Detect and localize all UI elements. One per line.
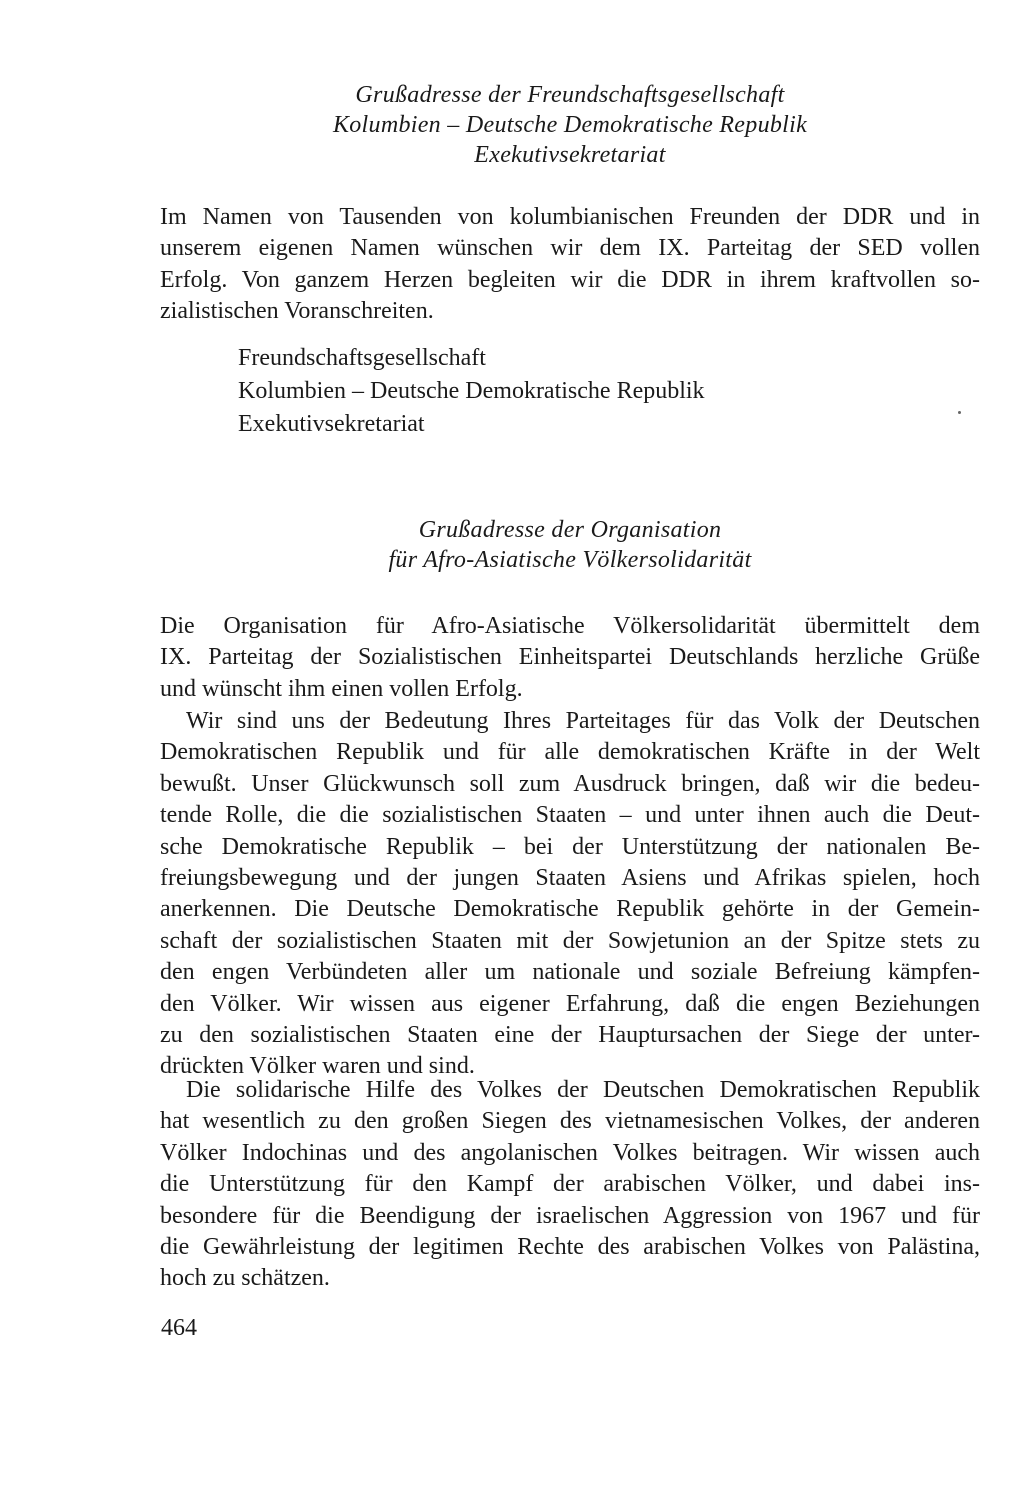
paragraph-colombia-greeting bbox=[160, 202, 980, 328]
signature-block bbox=[238, 342, 705, 441]
signature-line: Exekutivsekretariat bbox=[238, 411, 425, 437]
heading-line: Grußadresse der Organisation bbox=[418, 517, 722, 543]
paragraph-afro-asian-intro bbox=[160, 611, 980, 705]
greeting-heading-colombia bbox=[150, 80, 990, 170]
heading-line: Grußadresse der Freundschaftsgesellschaft bbox=[355, 82, 785, 108]
text-line: den engen Verbündeten aller um nationale und soziale Befreiung kämpfen- bbox=[160, 959, 980, 986]
text-line: drückten Völker waren und sind. bbox=[160, 1053, 475, 1080]
heading-line: für Afro-Asiatische Völkersolidarität bbox=[388, 547, 752, 573]
text-line: IX. Parteitag der Sozialistischen Einheitspartei Deutschlands herzliche Grüße bbox=[160, 644, 980, 671]
paragraph-afro-asian-solidarity bbox=[160, 1075, 980, 1295]
text-line: tende Rolle, die die sozialistischen Staaten – und unter ihnen auch die Deut- bbox=[160, 802, 980, 829]
text-line: sche Demokratische Republik – bei der Unterstützung der nationalen Be- bbox=[160, 833, 980, 860]
text-line: Die Organisation für Afro-Asiatische Völkersolidarität übermittelt dem bbox=[160, 613, 980, 639]
text-line: anerkennen. Die Deutsche Demokratische Republik gehörte in der Gemein- bbox=[160, 896, 980, 923]
paragraph-afro-asian-significance bbox=[160, 706, 980, 1083]
text-line: Völker Indochinas und des angolanischen Volkes beitragen. Wir wissen auch bbox=[160, 1139, 980, 1166]
text-line: hoch zu schätzen. bbox=[160, 1265, 330, 1292]
text-line: Wir sind uns der Bedeutung Ihres Parteitages für das Volk der Deutschen bbox=[186, 708, 980, 734]
text-line: freiungsbewegung und der jungen Staaten Asiens und Afrikas spielen, hoch bbox=[160, 865, 980, 892]
print-speck bbox=[958, 411, 961, 414]
page-number: 464 bbox=[161, 1315, 197, 1341]
text-line: schaft der sozialistischen Staaten mit der Sowjetunion an der Spitze stets zu bbox=[160, 927, 980, 954]
text-line: Demokratischen Republik und für alle demokratischen Kräfte in der Welt bbox=[160, 739, 980, 766]
text-line: die Gewährleistung der legitimen Rechte des arabischen Volkes von Palästina, bbox=[160, 1234, 980, 1261]
text-line: zialistischen Voranschreiten. bbox=[160, 298, 434, 325]
greeting-heading-afro-asian bbox=[155, 515, 985, 575]
text-line: den Völker. Wir wissen aus eigener Erfahrung, daß die engen Beziehungen bbox=[160, 990, 980, 1017]
text-line: bewußt. Unser Glückwunsch soll zum Ausdruck bringen, daß wir die bedeu- bbox=[160, 770, 980, 797]
text-line: Erfolg. Von ganzem Herzen begleiten wir die DDR in ihrem kraftvollen so- bbox=[160, 266, 980, 293]
signature-line: Kolumbien – Deutsche Demokratische Republik bbox=[238, 378, 705, 404]
text-line: Die solidarische Hilfe des Volkes der Deutschen Demokratischen Republik bbox=[186, 1077, 980, 1103]
text-line: unserem eigenen Namen wünschen wir dem IX. Parteitag der SED vollen bbox=[160, 235, 980, 262]
text-line: zu den sozialistischen Staaten eine der Hauptursachen der Siege der unter- bbox=[160, 1022, 980, 1049]
signature-line: Freundschaftsgesellschaft bbox=[238, 345, 486, 371]
text-line: die Unterstützung für den Kampf der arabischen Völker, und dabei ins- bbox=[160, 1171, 980, 1198]
heading-line: Kolumbien – Deutsche Demokratische Republik bbox=[332, 112, 808, 138]
text-line: besondere für die Beendigung der israelischen Aggression von 1967 und für bbox=[160, 1202, 980, 1229]
text-line: hat wesentlich zu den großen Siegen des vietnamesischen Volkes, der anderen bbox=[160, 1108, 980, 1135]
text-line: und wünscht ihm einen vollen Erfolg. bbox=[160, 675, 523, 702]
heading-line: Exekutivsekretariat bbox=[474, 142, 666, 168]
text-line: Im Namen von Tausenden von kolumbianischen Freunden der DDR und in bbox=[160, 204, 980, 230]
